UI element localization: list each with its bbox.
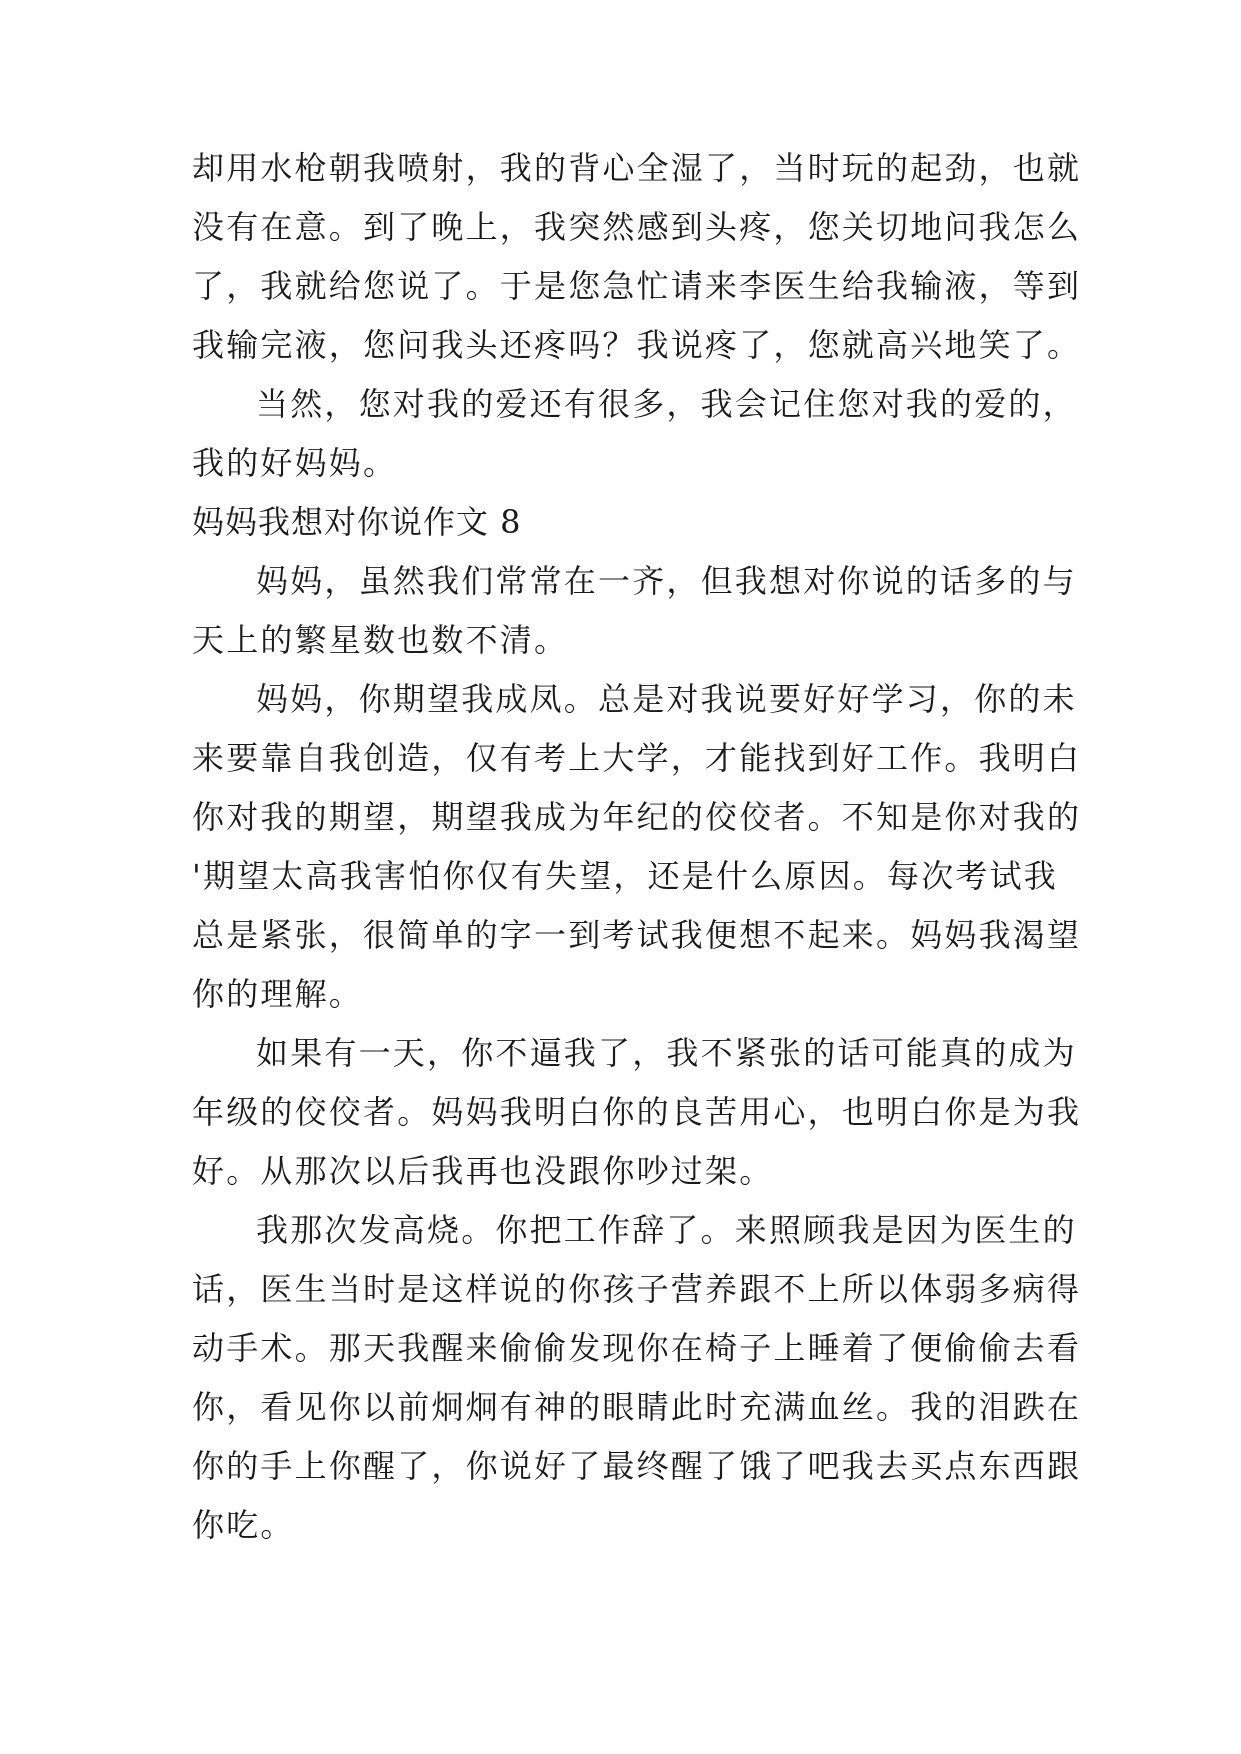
text-line: 我的好妈妈。 — [192, 444, 398, 482]
text-line: 却用水枪朝我喷射，我的背心全湿了，当时玩的起劲，也就 — [192, 149, 1082, 187]
text-line: 你，看见你以前炯炯有神的眼睛此时充满血丝。我的泪跌在 — [192, 1388, 1082, 1426]
text-line: '期望太高我害怕你仅有失望，还是什么原因。每次考试我 — [192, 857, 1058, 895]
text-line: 你的手上你醒了，你说好了最终醒了饿了吧我去买点东西跟 — [192, 1447, 1082, 1485]
text-line: 你的理解。 — [192, 975, 364, 1013]
text-line: 天上的繁星数也数不清。 — [192, 621, 569, 659]
text-line: 总是紧张，很简单的字一到考试我便想不起来。妈妈我渴望 — [192, 916, 1082, 954]
text-line: 话，医生当时是这样说的你孩子营养跟不上所以体弱多病得 — [192, 1270, 1082, 1308]
text-line: 来要靠自我创造，仅有考上大学，才能找到好工作。我明白 — [192, 739, 1082, 777]
text-line: 我那次发高烧。你把工作辞了。来照顾我是因为医生的 — [256, 1211, 1077, 1249]
text-line: 了，我就给您说了。于是您急忙请来李医生给我输液，等到 — [192, 267, 1082, 305]
text-line: 如果有一天，你不逼我了，我不紧张的话可能真的成为 — [256, 1034, 1077, 1072]
text-line: 你对我的期望，期望我成为年纪的佼佼者。不知是你对我的 — [192, 798, 1082, 836]
text-line: 我输完液，您问我头还疼吗？我说疼了，您就高兴地笑了。 — [192, 326, 1082, 364]
text-line: 当然，您对我的爱还有很多，我会记住您对我的爱的， — [256, 385, 1077, 423]
text-line: 年级的佼佼者。妈妈我明白你的良苦用心，也明白你是为我 — [192, 1093, 1082, 1131]
text-line: 好。从那次以后我再也没跟你吵过架。 — [192, 1152, 774, 1190]
text-line: 妈妈，虽然我们常常在一齐，但我想对你说的话多的与 — [256, 562, 1077, 600]
text-line: 没有在意。到了晚上，我突然感到头疼，您关切地问我怎么 — [192, 208, 1082, 246]
text-line: 妈妈，你期望我成凤。总是对我说要好好学习，你的未 — [256, 680, 1077, 718]
text-line: 动手术。那天我醒来偷偷发现你在椅子上睡着了便偷偷去看 — [192, 1329, 1082, 1367]
text-line: 你吃。 — [192, 1506, 295, 1544]
section-title: 妈妈我想对你说作文 8 — [192, 503, 522, 541]
